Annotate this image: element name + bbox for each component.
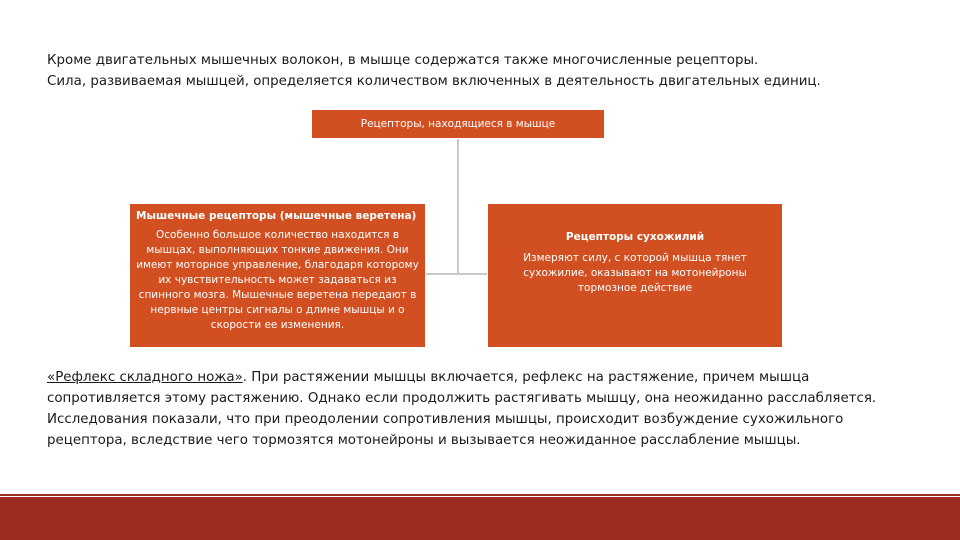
muscle-receptors-title: Мышечные рецепторы (мышечные веретена) bbox=[136, 210, 417, 222]
intro-line-2: Сила, развиваемая мышцей, определяется количеством включенных в деятельность двигательных единиц. bbox=[47, 74, 821, 89]
intro-text bbox=[47, 50, 927, 92]
tendon-receptors-title: Рецепторы сухожилий bbox=[565, 231, 705, 243]
intro-line-1: Кроме двигательных мышечных волокон, в мышце содержатся также многочисленные рецепторы. bbox=[47, 53, 759, 68]
footer-bar bbox=[0, 497, 960, 540]
reflex-description: . При растяжении мышцы включается, рефлекс на растяжение, причем мышца сопротивляется этому растяжению. Однако если продолжить растягивать мышцу, она неожиданно расслабляется. Исследования показали, что при преодолении сопротивления мышцы, происходит возбуждение сухожильного рецептора, вследствие чего тормозятся мотонейроны и вызывается неожиданное расслабление мышцы. bbox=[47, 370, 877, 448]
reflex-paragraph bbox=[47, 367, 917, 451]
muscle-receptors-text: Особенно большое количество находится в мышцах, выполняющих тонкие движения. Они имеют моторное управление, благодаря которому их чувствительность может задаваться из спинного мозга. Мышечные веретена передают в нервные центры сигналы о длине мышцы и о скорости ее изменения. bbox=[136, 229, 419, 331]
reflex-term: «Рефлекс складного ножа» bbox=[47, 370, 243, 385]
tendon-receptors-text: Измеряют силу, с которой мышца тянет сухожилие, оказывают на мотонейроны тормозное действие bbox=[523, 252, 747, 294]
root-node: Рецепторы, находящиеся в мышце bbox=[311, 109, 605, 139]
connector-vertical bbox=[457, 139, 459, 274]
muscle-receptors-node bbox=[129, 203, 426, 348]
footer-line bbox=[0, 494, 960, 496]
connector-horizontal bbox=[426, 273, 487, 275]
tendon-receptors-node bbox=[487, 203, 783, 348]
